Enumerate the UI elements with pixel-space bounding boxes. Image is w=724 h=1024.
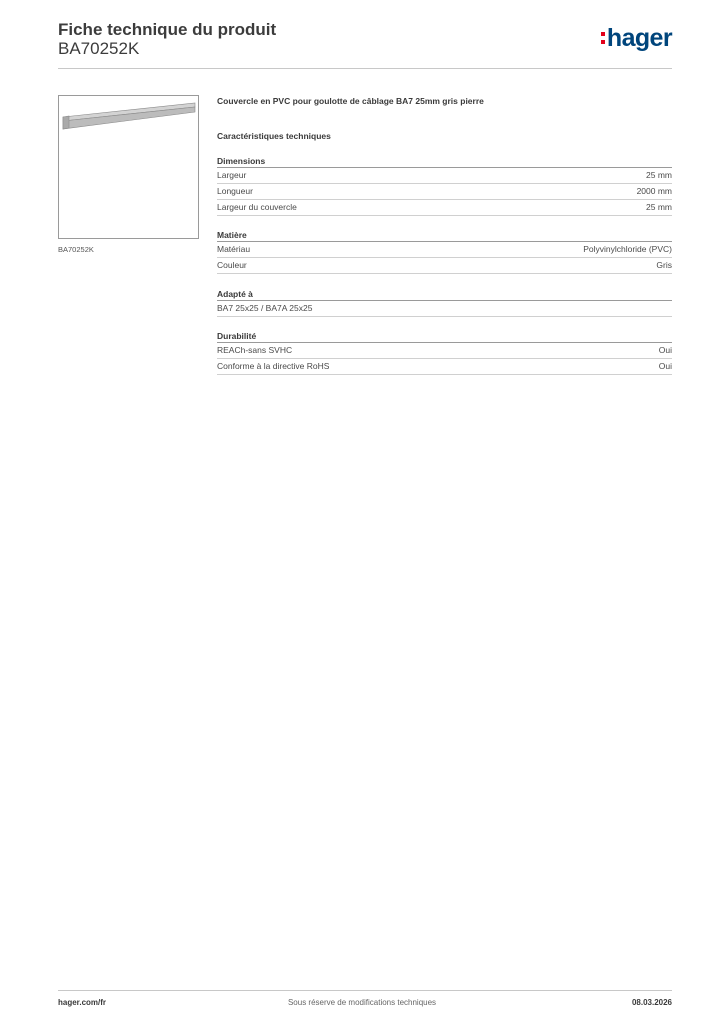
main-content [217,95,672,388]
spec-label: Couleur [217,260,247,270]
footer-website-link[interactable]: hager.com/fr [58,998,107,1007]
spec-value: Gris [656,260,672,270]
spec-value: 2000 mm [636,186,672,196]
spec-label: Conforme à la directive RoHS [217,361,330,371]
document-title: Fiche technique du produit [58,20,277,39]
image-caption: BA70252K [58,245,94,254]
footer-disclaimer: Sous réserve de modifications techniques [287,998,437,1007]
hager-logo-icon [601,32,605,44]
spec-value: Polyvinylchloride (PVC) [583,244,672,254]
spec-label: BA7 25x25 / BA7A 25x25 [217,303,313,313]
logo-text: hager [606,24,672,52]
cable-duct-cover-icon [59,96,198,238]
spec-row [217,168,672,184]
matiere-group [217,229,672,274]
footer-date: 08.03.2026 [631,998,672,1007]
specs-section-title: Caractéristiques techniques [217,131,331,141]
adapte-group [217,288,672,317]
product-reference: BA70252K [58,39,140,58]
group-title: Adapté à [217,288,672,301]
spec-label: Largeur [217,170,247,180]
spec-row [217,242,672,258]
hager-logo [601,25,672,51]
spec-label: Longueur [217,186,253,196]
spec-row [217,258,672,274]
spec-row [217,359,672,375]
group-title: Dimensions [217,155,672,168]
spec-row [217,200,672,216]
spec-value: 25 mm [646,170,672,180]
spec-label: REACh-sans SVHC [217,345,293,355]
group-title: Durabilité [217,330,672,343]
product-image [58,95,199,239]
spec-label: Largeur du couvercle [217,202,297,212]
durabilite-group [217,330,672,375]
header-divider [58,68,672,69]
spec-value: 25 mm [646,202,672,212]
dimensions-group [217,155,672,216]
page-header [58,20,672,68]
spec-row [217,343,672,359]
group-title: Matière [217,229,672,242]
spec-value: Oui [658,361,672,371]
product-description: Couvercle en PVC pour goulotte de câblage BA7 25mm gris pierre [217,96,484,106]
spec-row [217,301,672,317]
spec-label: Matériau [217,244,251,254]
spec-row [217,184,672,200]
spec-value: Oui [658,345,672,355]
footer-divider [58,990,672,991]
